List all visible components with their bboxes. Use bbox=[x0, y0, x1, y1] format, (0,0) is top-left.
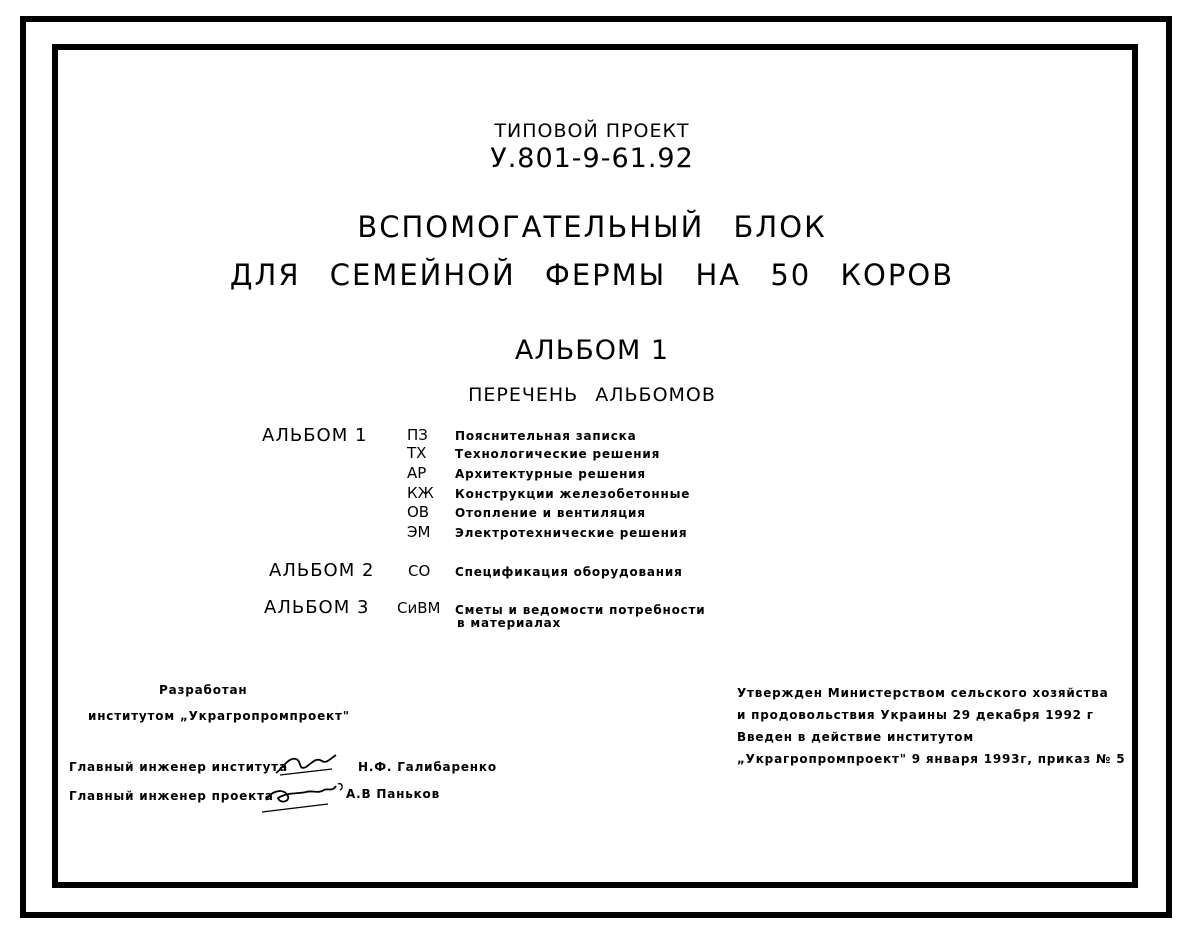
section-description-continued: в материалах bbox=[457, 616, 562, 630]
album-2-label: АЛЬБОМ 2 bbox=[269, 560, 375, 581]
section-description: Конструкции железобетонные bbox=[455, 487, 691, 501]
section-code: ТХ bbox=[407, 444, 427, 462]
approval-line-1: Утвержден Министерством сельского хозяйства bbox=[737, 686, 1109, 700]
project-code: У.801-9-61.92 bbox=[490, 143, 694, 174]
approval-line-4: „Украгропромпроект" 9 января 1993г, приказ № 5 bbox=[737, 752, 1126, 766]
section-code: АР bbox=[407, 464, 427, 482]
approval-line-2: и продовольствия Украины 29 декабря 1992 г bbox=[737, 708, 1094, 722]
handwritten-signature-2 bbox=[258, 778, 350, 818]
section-description: Электротехнические решения bbox=[455, 526, 688, 540]
chief-engineer-institute-role: Главный инженер института bbox=[69, 760, 288, 774]
chief-engineer-project-name: А.В Паньков bbox=[346, 787, 440, 801]
album-3-label: АЛЬБОМ 3 bbox=[264, 597, 370, 618]
album-heading: АЛЬБОМ 1 bbox=[514, 335, 670, 366]
developer-line-2: институтом „Украгропромпроект" bbox=[88, 709, 350, 723]
section-code: КЖ bbox=[407, 484, 434, 502]
section-code: ОВ bbox=[407, 503, 430, 521]
section-description: Спецификация оборудования bbox=[455, 565, 683, 579]
section-code: ПЗ bbox=[407, 426, 428, 444]
chief-engineer-project-role: Главный инженер проекта bbox=[69, 789, 274, 803]
title-line-2: ДЛЯ СЕМЕЙНОЙ ФЕРМЫ НА 50 КОРОВ bbox=[229, 258, 955, 292]
section-description: Отопление и вентиляция bbox=[455, 506, 646, 520]
section-description: Сметы и ведомости потребности bbox=[455, 603, 706, 617]
section-description: Технологические решения bbox=[455, 447, 661, 461]
developer-line-1: Разработан bbox=[159, 683, 248, 697]
section-code: ЭМ bbox=[407, 523, 431, 541]
section-code: СиВМ bbox=[397, 599, 441, 617]
album-list-heading: ПЕРЕЧЕНЬ АЛЬБОМОВ bbox=[468, 384, 716, 406]
title-line-1: ВСПОМОГАТЕЛЬНЫЙ БЛОК bbox=[357, 210, 827, 244]
chief-engineer-institute-name: Н.Ф. Галибаренко bbox=[358, 760, 497, 774]
section-code: СО bbox=[408, 562, 431, 580]
handwritten-signature-1 bbox=[272, 749, 342, 779]
approval-line-3: Введен в действие институтом bbox=[737, 730, 974, 744]
section-description: Пояснительная записка bbox=[455, 429, 637, 443]
section-description: Архитектурные решения bbox=[455, 467, 646, 481]
project-type-label: ТИПОВОЙ ПРОЕКТ bbox=[494, 120, 690, 142]
album-1-label: АЛЬБОМ 1 bbox=[262, 425, 368, 446]
